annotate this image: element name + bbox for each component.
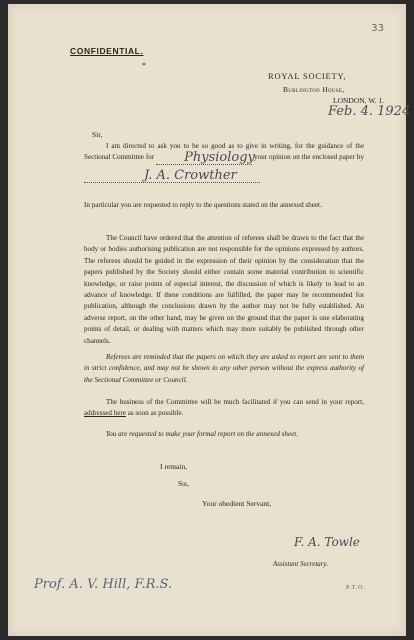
closing-sir: Sir,	[178, 479, 190, 488]
closing-servant: Your obedient Servant,	[202, 499, 272, 508]
committee-handwritten: Physiology	[184, 149, 255, 165]
confidential-heading: CONFIDENTIAL.	[70, 46, 144, 56]
author-handwritten: J. A. Crowther	[144, 168, 237, 184]
paragraph-council: The Council have ordered that the attention of referees shall be drawn to the fact that the body or bodies authorising publication are not responsible for the opinions expressed by authors. The referees should be guided in the expression of their opinion by the consideration that the papers published by the Society should either contain some material contribution to scientific knowledge, or raise points of especial interest, the discussion of which is likely to lead to an advance of knowledge. If these conditions are fulfilled, the paper may be recommended for publication, although the conclusions drawn by the author may not be fully established. An adverse report, on the other hand, may be given on the ground that the paper is one elaborating points of detail, or dealing with matters which may more suitably be published through other channels.	[84, 234, 364, 345]
committee-field	[156, 149, 255, 165]
business-text-1: The business of the Committee will be much facilitated if you can send in your report,	[106, 398, 364, 406]
author-field	[84, 168, 260, 184]
letter-sheet	[8, 4, 411, 636]
handwritten-date: Feb. 4. 1924	[328, 104, 411, 119]
recipient-handwritten: Prof. A. V. Hill, F.R.S.	[34, 577, 173, 592]
salutation: Sir,	[92, 130, 103, 139]
request-text-2: your opinion on the enclosed paper by	[254, 153, 364, 162]
business-text-2: as soon as possible.	[127, 409, 184, 418]
archive-page-number: 33	[371, 23, 384, 34]
signature: F. A. Towle	[294, 535, 360, 549]
paragraph-confidence: Referees are reminded that the papers on which they are asked to report are sent to them in strict confidence, and may not be shown to any other person without the express authority of the Sectional Committee or Council.	[84, 353, 364, 384]
paragraph-request	[84, 141, 364, 183]
paragraph-formal-report: You are requested to make your formal report on the annexed sheet.	[106, 430, 299, 438]
organisation-name: ROYAL SOCIETY,	[268, 71, 347, 81]
address-line-2: LONDON, W. 1.	[333, 96, 385, 105]
paragraph-questions: In particular you are requested to reply to the questions stated on the annexed sheet.	[84, 201, 322, 209]
closing-remain: I remain,	[160, 462, 188, 471]
request-text-1: I am directed to ask you to be so good as to give in writing, for the guidance of the Sectional Committee for	[84, 142, 364, 162]
paragraph-business	[84, 397, 364, 420]
pto-mark: P.T.O.	[346, 585, 366, 591]
address-line-1: Burlington House,	[283, 85, 345, 94]
asterisk-mark: *	[142, 61, 146, 70]
signatory-title: Assistant Secretary.	[273, 560, 328, 568]
addressed-here-text: addressed here	[84, 409, 126, 418]
